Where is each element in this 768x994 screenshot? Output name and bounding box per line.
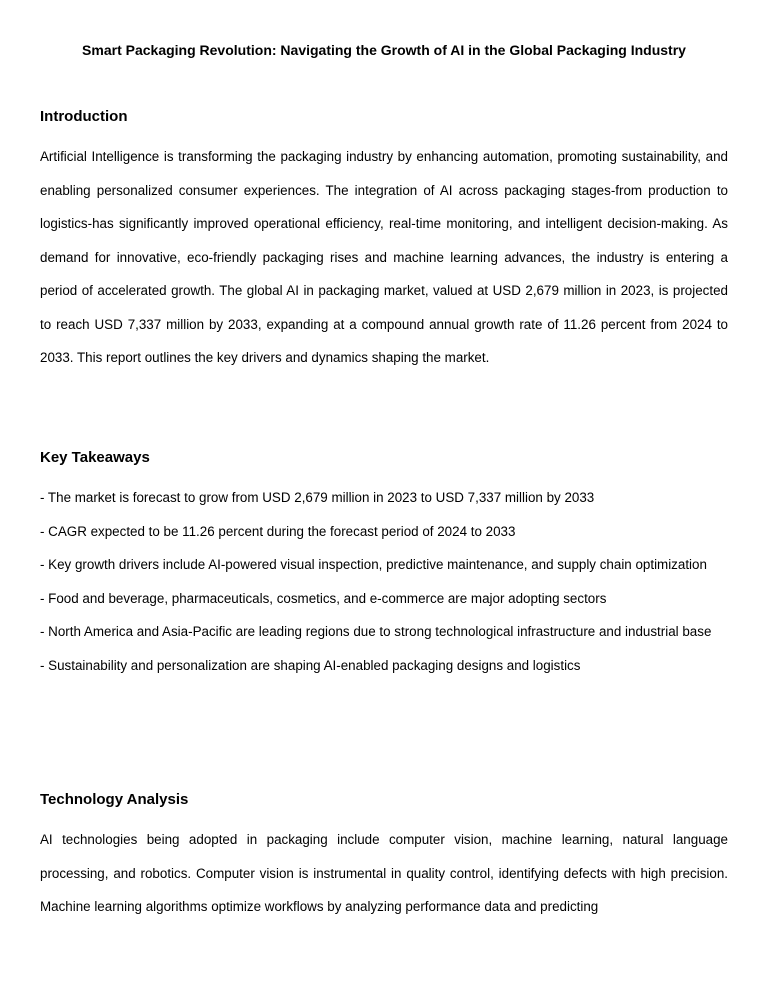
list-item: - Key growth drivers include AI-powered visual inspection, predictive maintenance, and supply chain optimization: [40, 557, 707, 572]
section-heading-technology-analysis: Technology Analysis: [40, 791, 189, 808]
list-item: - The market is forecast to grow from USD 2,679 million in 2023 to USD 7,337 million by 2033: [40, 490, 595, 505]
section-heading-key-takeaways: Key Takeaways: [40, 449, 150, 466]
list-item: - North America and Asia-Pacific are leading regions due to strong technological infrastructure and industrial base: [40, 624, 712, 639]
section-heading-introduction: Introduction: [40, 108, 128, 125]
technology-analysis-paragraph: AI technologies being adopted in packaging include computer vision, machine learning, natural language processing, and robotics. Computer vision is instrumental in quality control, identifying defects with high precision. Machine learning algorithms optimize workflows by analyzing performance data and predicting: [40, 832, 728, 914]
introduction-paragraph: Artificial Intelligence is transforming the packaging industry by enhancing automation, promoting sustainability, and enabling personalized consumer experiences. The integration of AI across packaging stages-from production to logistics-has significantly improved operational efficiency, real-time monitoring, and intelligent decision-making. As demand for innovative, eco-friendly packaging rises and machine learning advances, the industry is entering a period of accelerated growth. The global AI in packaging market, valued at USD 2,679 million in 2023, is projected to reach USD 7,337 million by 2033, expanding at a compound annual growth rate of 11.26 percent from 2024 to 2033. This report outlines the key drivers and dynamics shaping the market.: [40, 149, 728, 365]
list-item: - CAGR expected to be 11.26 percent during the forecast period of 2024 to 2033: [40, 523, 516, 539]
document-title: Smart Packaging Revolution: Navigating the Growth of AI in the Global Packaging Industry: [82, 42, 686, 58]
list-item: - Sustainability and personalization are shaping AI-enabled packaging designs and logistics: [40, 657, 581, 673]
key-takeaways-list: [40, 481, 728, 682]
list-item: - Food and beverage, pharmaceuticals, cosmetics, and e-commerce are major adopting sectors: [40, 590, 607, 606]
